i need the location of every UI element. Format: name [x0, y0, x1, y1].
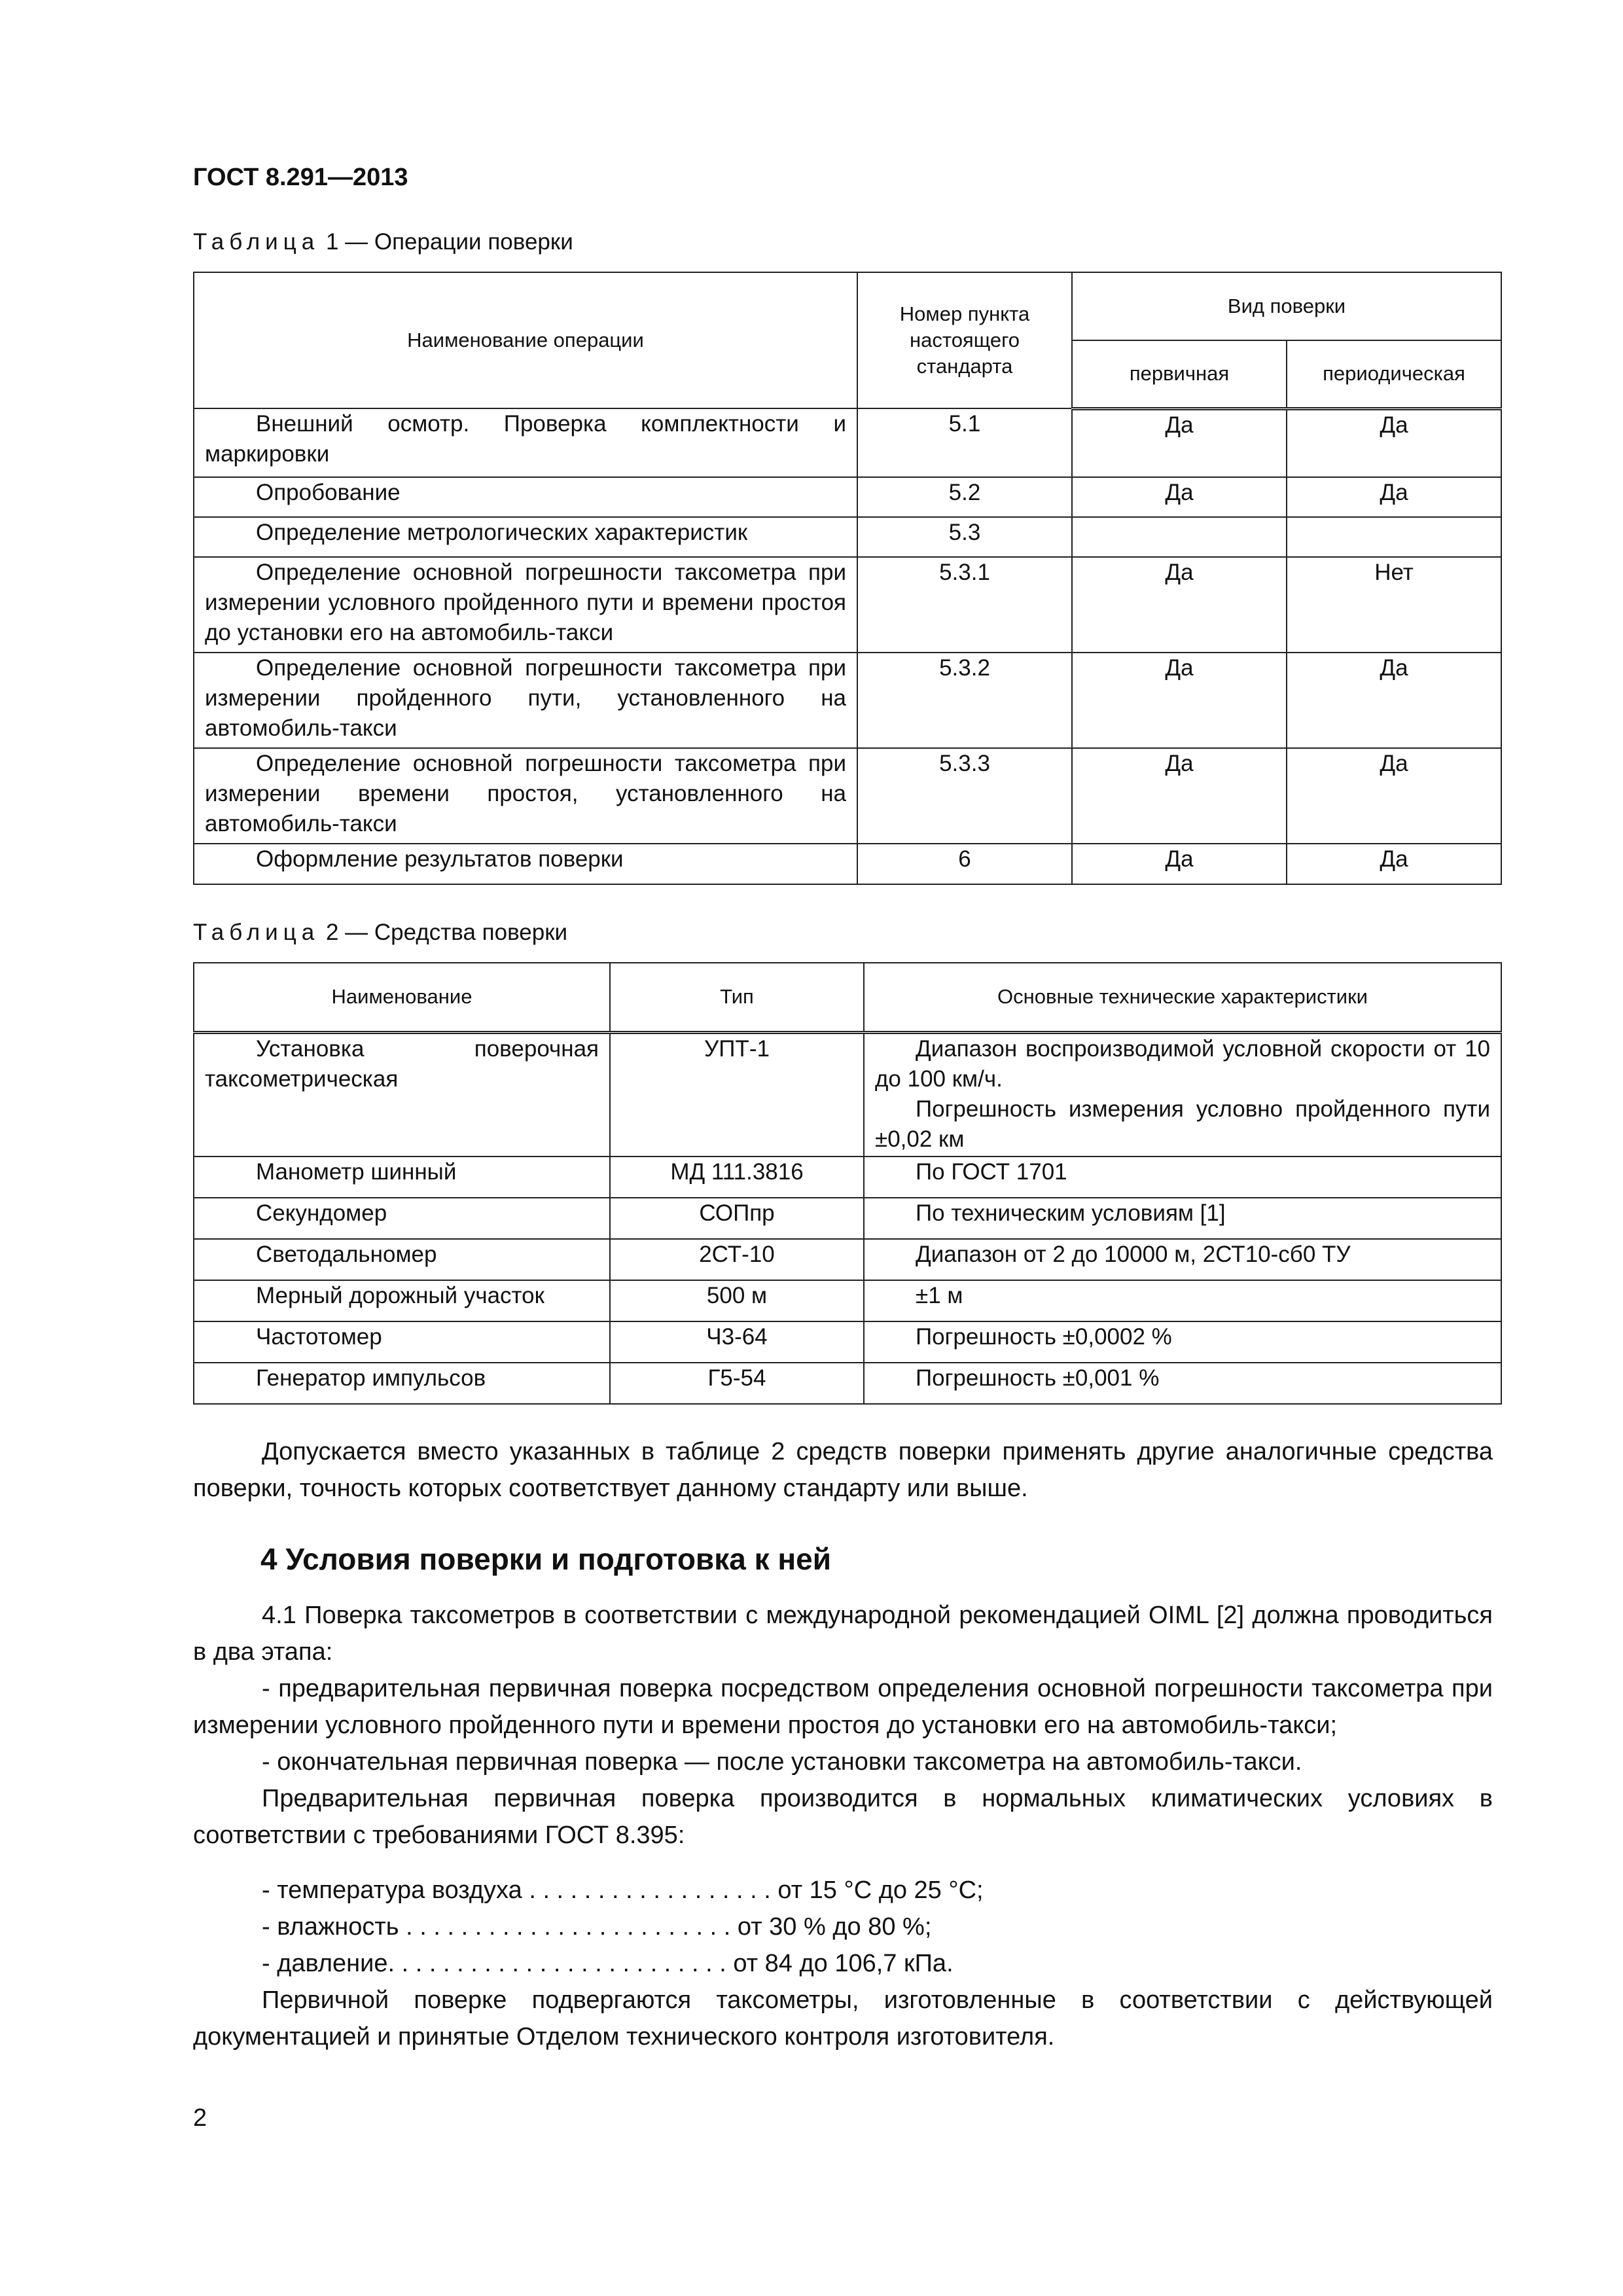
document-header: ГОСТ 8.291—2013 — [193, 164, 408, 191]
table2-cell-name: Секундомер — [194, 1198, 610, 1239]
table2-cell-type: Ч3-64 — [610, 1321, 864, 1363]
table2-cell-specs: Диапазон от 2 до 10000 м, 2СТ10-сб0 ТУ — [864, 1239, 1501, 1280]
table-row — [194, 1032, 1501, 1157]
table-row — [194, 557, 1501, 653]
section4-paragraph: - предварительная первичная поверка посредством определения основной погрешности таксометра при измерении условного пройденного пути и времени простоя до установки его на автомобиль-такси; — [193, 1675, 1493, 1739]
table1-cell-name: Определение основной погрешности таксометра при измерении условного пройденного пути и времени простоя до установки его на автомобиль-такси — [194, 557, 857, 653]
page-number: 2 — [193, 2104, 207, 2132]
table1-cell-primary: Да — [1072, 844, 1287, 884]
table1-header-periodic: периодическая — [1287, 340, 1501, 408]
table1-cell-primary: Да — [1072, 557, 1287, 653]
condition-item — [262, 1945, 984, 1982]
table2-cell-name: Светодальномер — [194, 1239, 610, 1280]
table1-cell-clause: 5.3.3 — [857, 748, 1072, 844]
table1-operations — [193, 272, 1502, 885]
section4-paragraph: - окончательная первичная поверка — после установки таксометра на автомобиль-такси. — [262, 1748, 1302, 1776]
table1-cell-clause: 5.2 — [857, 477, 1072, 517]
table2-instruments — [193, 962, 1502, 1405]
section4-heading: 4 Условия поверки и подготовка к ней — [260, 1542, 832, 1576]
table2-cell-type: СОПпр — [610, 1198, 864, 1239]
table2-caption-title: 2 — Средства поверки — [325, 920, 568, 945]
condition-leader: . . . . . . . . . . . . . . . . . . . . . . . . — [399, 1913, 738, 1941]
condition-leader: . . . . . . . . . . . . . . . . . . — [522, 1876, 778, 1904]
note-paragraph — [193, 1433, 1493, 1507]
table1-cell-clause: 6 — [857, 844, 1072, 884]
final-paragraph — [193, 1982, 1493, 2055]
table2-cell-specs: Погрешность ±0,0002 % — [864, 1321, 1501, 1363]
table1-caption-word: Таблица — [193, 229, 320, 255]
table1-cell-periodic: Да — [1287, 653, 1501, 748]
section4-paragraph: Первичной поверке подвергаются таксометры, изготовленные в соответствии с действующей документацией и принятые Отделом технического контроля изготовителя. — [193, 1986, 1493, 2051]
condition-label: - давление — [262, 1950, 388, 1977]
table2-caption-word: Таблица — [193, 920, 320, 945]
table1-caption — [193, 229, 573, 255]
table2-cell-specs: ±1 м — [864, 1280, 1501, 1321]
table1-cell-periodic: Да — [1287, 408, 1501, 477]
table-row — [194, 748, 1501, 844]
condition-value: от 30 % до 80 %; — [737, 1913, 932, 1941]
table-row — [194, 844, 1501, 884]
table1-cell-clause: 5.1 — [857, 408, 1072, 477]
table1-cell-name: Определение основной погрешности таксометра при измерении времени простоя, установленного на автомобиль-такси — [194, 748, 857, 844]
table2-cell-name: Установка поверочная таксометрическая — [194, 1032, 610, 1157]
table1-cell-primary: Да — [1072, 408, 1287, 477]
table2-cell-specs: По техническим условиям [1] — [864, 1198, 1501, 1239]
table-row — [194, 1157, 1501, 1198]
table2-cell-name: Генератор импульсов — [194, 1363, 610, 1404]
table2-header-name: Наименование — [194, 963, 610, 1032]
table1-cell-name: Оформление результатов поверки — [194, 844, 857, 884]
table1-cell-periodic: Да — [1287, 477, 1501, 517]
section4-paragraph: Предварительная первичная поверка производится в нормальных климатических условиях в соответствии с требованиями ГОСТ 8.395: — [193, 1785, 1493, 1849]
table1-cell-periodic: Нет — [1287, 557, 1501, 653]
table-row — [194, 517, 1501, 557]
table-row — [194, 477, 1501, 517]
table2-header-type: Тип — [610, 963, 864, 1032]
table2-caption — [193, 920, 567, 946]
condition-label: - влажность — [262, 1913, 399, 1941]
table2-cell-specs — [864, 1032, 1501, 1157]
table1-cell-primary: Да — [1072, 477, 1287, 517]
table1-cell-primary — [1072, 517, 1287, 557]
table-row — [194, 1321, 1501, 1363]
condition-value: от 15 °С до 25 °С; — [777, 1876, 984, 1904]
table2-spec-line: Погрешность измерения условно пройденного пути ±0,02 км — [875, 1096, 1490, 1152]
note-text: Допускается вместо указанных в таблице 2 средств поверки применять другие аналогичные средства поверки, точность которых соответствует данному стандарту или выше. — [193, 1438, 1493, 1502]
table-row — [194, 408, 1501, 477]
condition-item — [262, 1872, 984, 1909]
table1-cell-clause: 5.3.1 — [857, 557, 1072, 653]
table2-cell-type: Г5-54 — [610, 1363, 864, 1404]
table1-cell-name: Опробование — [194, 477, 857, 517]
table2-cell-type: УПТ-1 — [610, 1032, 864, 1157]
table2-cell-name: Мерный дорожный участок — [194, 1280, 610, 1321]
table2-cell-name: Частотомер — [194, 1321, 610, 1363]
table1-header-name: Наименование операции — [194, 272, 857, 408]
table2-cell-name: Манометр шинный — [194, 1157, 610, 1198]
table1-header-clause: Номер пункта настоящего стандарта — [857, 272, 1072, 408]
table1-cell-clause: 5.3.2 — [857, 653, 1072, 748]
table1-cell-name: Определение метрологических характеристик — [194, 517, 857, 557]
condition-value: от 84 до 106,7 кПа. — [733, 1950, 954, 1977]
table2-spec-line: Диапазон воспроизводимой условной скорости от 10 до 100 км/ч. — [875, 1035, 1490, 1092]
table1-header-kind: Вид поверки — [1072, 272, 1501, 340]
table1-cell-periodic — [1287, 517, 1501, 557]
table1-cell-name: Внешний осмотр. Проверка комплектности и маркировки — [194, 408, 857, 477]
table1-cell-primary: Да — [1072, 653, 1287, 748]
table1-cell-clause: 5.3 — [857, 517, 1072, 557]
table-row — [194, 653, 1501, 748]
condition-leader: . . . . . . . . . . . . . . . . . . . . . . . . . — [387, 1950, 734, 1977]
table-row — [194, 1239, 1501, 1280]
table-row — [194, 1280, 1501, 1321]
table2-cell-type: 500 м — [610, 1280, 864, 1321]
table1-cell-periodic: Да — [1287, 748, 1501, 844]
condition-item — [262, 1909, 984, 1945]
table2-cell-type: 2СТ-10 — [610, 1239, 864, 1280]
table-row — [194, 1363, 1501, 1404]
section4-body — [193, 1597, 1493, 1854]
section4-paragraph: 4.1 Поверка таксометров в соответствии с международной рекомендацией OIML [2] должна проводиться в два этапа: — [193, 1602, 1493, 1666]
table2-cell-type: МД 111.3816 — [610, 1157, 864, 1198]
table2-cell-specs: Погрешность ±0,001 % — [864, 1363, 1501, 1404]
table1-cell-primary: Да — [1072, 748, 1287, 844]
table1-caption-title: 1 — Операции поверки — [325, 229, 573, 255]
table2-header-specs: Основные технические характеристики — [864, 963, 1501, 1032]
table1-cell-periodic: Да — [1287, 844, 1501, 884]
condition-label: - температура воздуха — [262, 1876, 522, 1904]
table-row — [194, 1198, 1501, 1239]
table1-cell-name: Определение основной погрешности таксометра при измерении пройденного пути, установленного на автомобиль-такси — [194, 653, 857, 748]
condition-list — [262, 1872, 984, 1982]
table1-header-primary: первичная — [1072, 340, 1287, 408]
table2-cell-specs: По ГОСТ 1701 — [864, 1157, 1501, 1198]
